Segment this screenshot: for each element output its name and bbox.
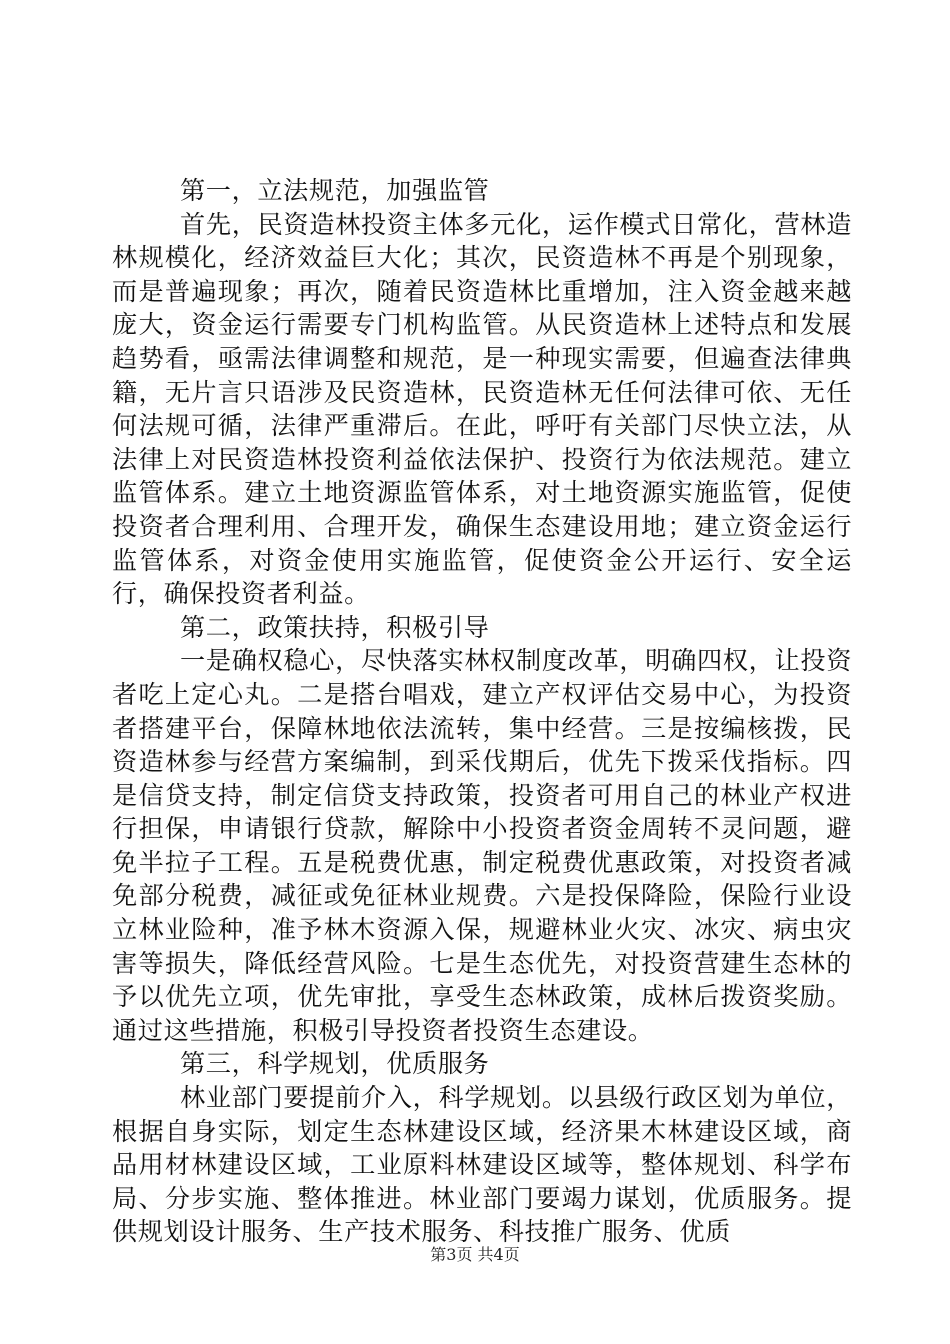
page-number-footer: 第3页 共4页 bbox=[430, 1245, 520, 1264]
section-paragraph-2: 一是确权稳心，尽快落实林权制度改革，明确四权，让投资者吃上定心丸。二是搭台唱戏，建立产权评估交易中心，为投资者搭建平台，保障林地依法流转，集中经营。三是按编核拨，民资造林参与经营方案编制，到采伐期后，优先下拨采伐指标。四是信贷支持，制定信贷支持政策，投资者可用自己的林业产权进行担保，申请银行贷款，解除中小投资者资金周转不灵问题，避免半拉子工程。五是税费优惠，制定税费优惠政策，对投资者减免部分税费，减征或免征林业规费。六是投保降险，保险行业设立林业险种，准予林木资源入保，规避林业火灾、冰灾、病虫灾害等损失，降低经营风险。七是生态优先，对投资营建生态林的予以优先立项，优先审批，享受生态林政策，成林后拨资奖励。通过这些措施，积极引导投资者投资生态建设。 bbox=[112, 646, 852, 1045]
section-heading-1: 第一，立法规范，加强监管 bbox=[180, 176, 490, 205]
document-body bbox=[112, 174, 852, 1249]
section-paragraph-3: 林业部门要提前介入，科学规划。以县级行政区划为单位，根据自身实际，划定生态林建设区域，经济果木林建设区域，商品用材林建设区域，工业原料林建设区域等，整体规划、科学布局、分步实施、整体推进。林业部门要竭力谋划，优质服务。提供规划设计服务、生产技术服务、科技推广服务、优质 bbox=[112, 1083, 852, 1247]
section-paragraph-1: 首先，民资造林投资主体多元化，运作模式日常化，营林造林规模化，经济效益巨大化；其次，民资造林不再是个别现象，而是普遍现象；再次，随着民资造林比重增加，注入资金越来越庞大，资金运行需要专门机构监管。从民资造林上述特点和发展趋势看，亟需法律调整和规范，是一种现实需要，但遍查法律典籍，无片言只语涉及民资造林，民资造林无任何法律可依、无任何法规可循，法律严重滞后。在此，呼吁有关部门尽快立法，从法律上对民资造林投资利益依法保护、投资行为依法规范。建立监管体系。建立土地资源监管体系，对土地资源实施监管，促使投资者合理利用、合理开发，确保生态建设用地；建立资金运行监管体系，对资金使用实施监管，促使资金公开运行、安全运行，确保投资者利益。 bbox=[112, 209, 852, 609]
section-heading-3: 第三，科学规划，优质服务 bbox=[180, 1049, 490, 1079]
section-heading-2: 第二，政策扶持，积极引导 bbox=[180, 612, 490, 642]
